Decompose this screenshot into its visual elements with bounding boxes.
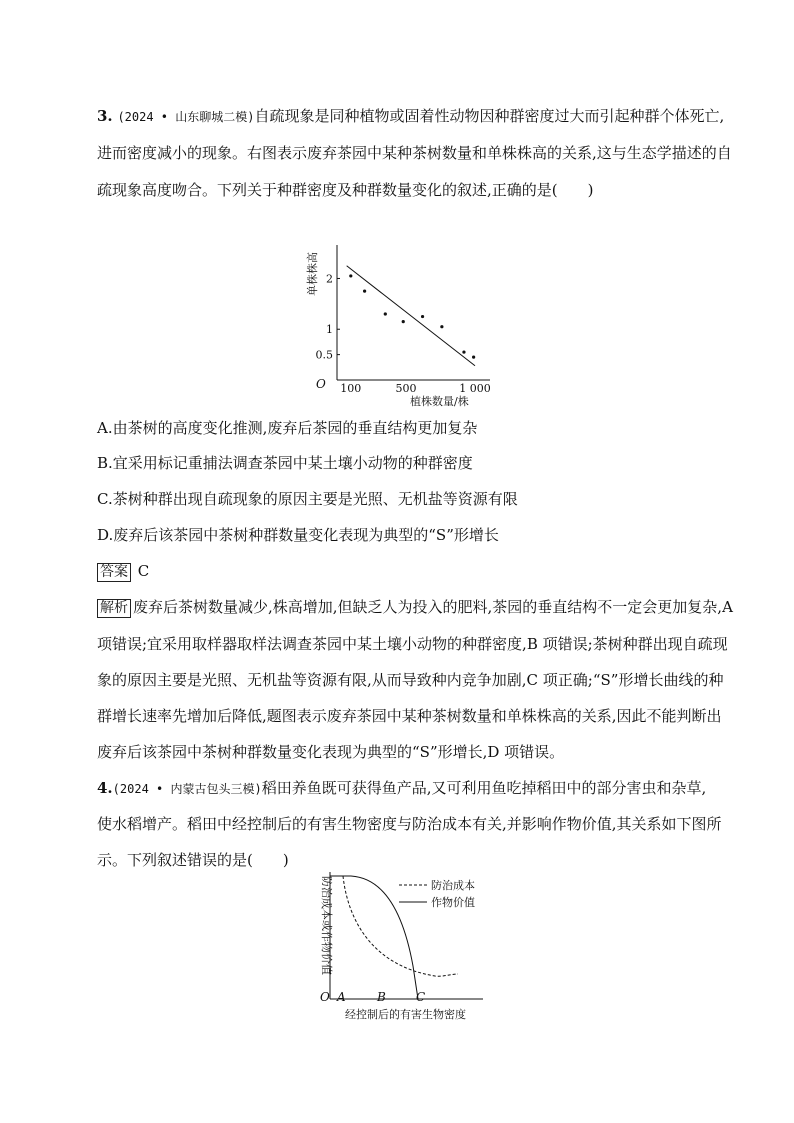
q3-number: 3. [97,107,113,125]
chart1-point-6 [440,325,443,328]
chart1-xtick-label-2: 500 [395,382,417,395]
chart2-origin: O [320,990,330,1004]
chart1-ytick-label-3: 2 [326,272,333,286]
q3-source: (2024 • 山东聊城二模) [117,110,255,124]
chart1-y-ticks [316,272,341,361]
q3-stem-line3: 疏现象高度吻合。下列关于种群密度及种群数量变化的叙述,正确的是( ) [97,181,594,199]
chart1-x-ticks [340,382,490,395]
chart2-xtick-c: C [416,990,426,1004]
chart1-point-3 [384,312,387,315]
chart2-series-crop-value [330,876,418,999]
q3-option-b: B.宜采用标记重捕法调查茶园中某土壤小动物的种群密度 [97,454,473,472]
q4-stem-text1: 稻田养鱼既可获得鱼产品,又可利用鱼吃掉稻田中的部分害虫和杂草, [261,779,707,797]
q3-analysis-line5: 废弃后该茶园中茶树种群数量变化表现为典型的“S”形增长,D 项错误。 [97,743,565,761]
q4-number: 4. [97,779,113,797]
chart1-point-5 [421,315,424,318]
q4-stem-line2: 使水稻增产。稻田中经控制后的有害生物密度与防治成本有关,并影响作物价值,其关系如下图所 [97,815,722,833]
q4-line-chart [293,866,493,1024]
chart1-trendline [347,266,475,366]
q4-stem-line1 [97,778,707,799]
chart1-point-1 [349,274,352,277]
chart1-x-label: 植株数量/株 [410,395,469,408]
chart1-point-2 [363,290,366,293]
q4-stem-line3: 示。下列叙述错误的是( ) [97,851,289,869]
chart1-y-label: 单株株高 [306,252,319,296]
chart1-origin: O [316,377,326,391]
chart2-xtick-a: A [337,990,346,1004]
q3-analysis-line3: 象的原因主要是光照、无机盐等资源有限,从而导致种内竞争加剧,C 项正确;“S”形增长曲线的种 [97,671,724,689]
answer-value: C [137,562,150,580]
analysis-label: 解析 [97,599,131,618]
chart2-x-label: 经控制后的有害生物密度 [345,1008,466,1021]
chart1-xtick-label-1: 100 [340,382,362,395]
q3-analysis-line2: 项错误;宜采用取样器取样法调查茶园中某土壤小动物的种群密度,B 项错误;茶树种群出现自疏现 [97,635,728,653]
q3-option-d: D.废弃后该茶园中茶树种群数量变化表现为典型的“S”形增长 [97,526,499,544]
chart1-xtick-label-3: 1 000 [459,382,491,395]
answer-label: 答案 [97,563,131,582]
q3-stem-line2: 进而密度减小的现象。右图表示废弃茶园中某种茶树数量和单株株高的关系,这与生态学描述的自 [97,144,732,162]
chart1-ytick-label-2: 1 [326,323,333,337]
q3-option-a: A.由茶树的高度变化推测,废弃后茶园的垂直结构更加复杂 [97,419,478,437]
q3-stem-line1 [97,106,725,127]
chart1-point-4 [402,320,405,323]
chart1-point-8 [472,356,475,359]
q3-scatter-chart [300,238,500,410]
chart2-xtick-b: B [377,990,386,1004]
chart2-legend-cost: 防治成本 [431,879,475,892]
q4-source: (2024 • 内蒙古包头三模) [112,782,262,796]
q3-stem-text1: 自疏现象是同种植物或固着性动物因种群密度过大而引起种群个体死亡, [254,107,725,125]
q3-analysis-line1 [97,597,733,618]
chart1-point-7 [462,350,465,353]
q3-analysis-line4: 群增长速率先增加后降低,题图表示废弃茶园中某种茶树数量和单株株高的关系,因此不能判断出 [97,707,722,725]
analysis-text1: 废弃后茶树数量减少,株高增加,但缺乏人为投入的肥料,茶园的垂直结构不一定会更加复杂,A [133,598,733,616]
chart1-ytick-label-1: 0.5 [315,348,333,362]
q3-answer-row [97,561,697,582]
chart2-y-label: 防治成本或作物价值 [320,876,333,975]
chart2-legend-value: 作物价值 [431,896,475,909]
q3-option-c: C.茶树种群出现自疏现象的原因主要是光照、无机盐等资源有限 [97,490,518,508]
